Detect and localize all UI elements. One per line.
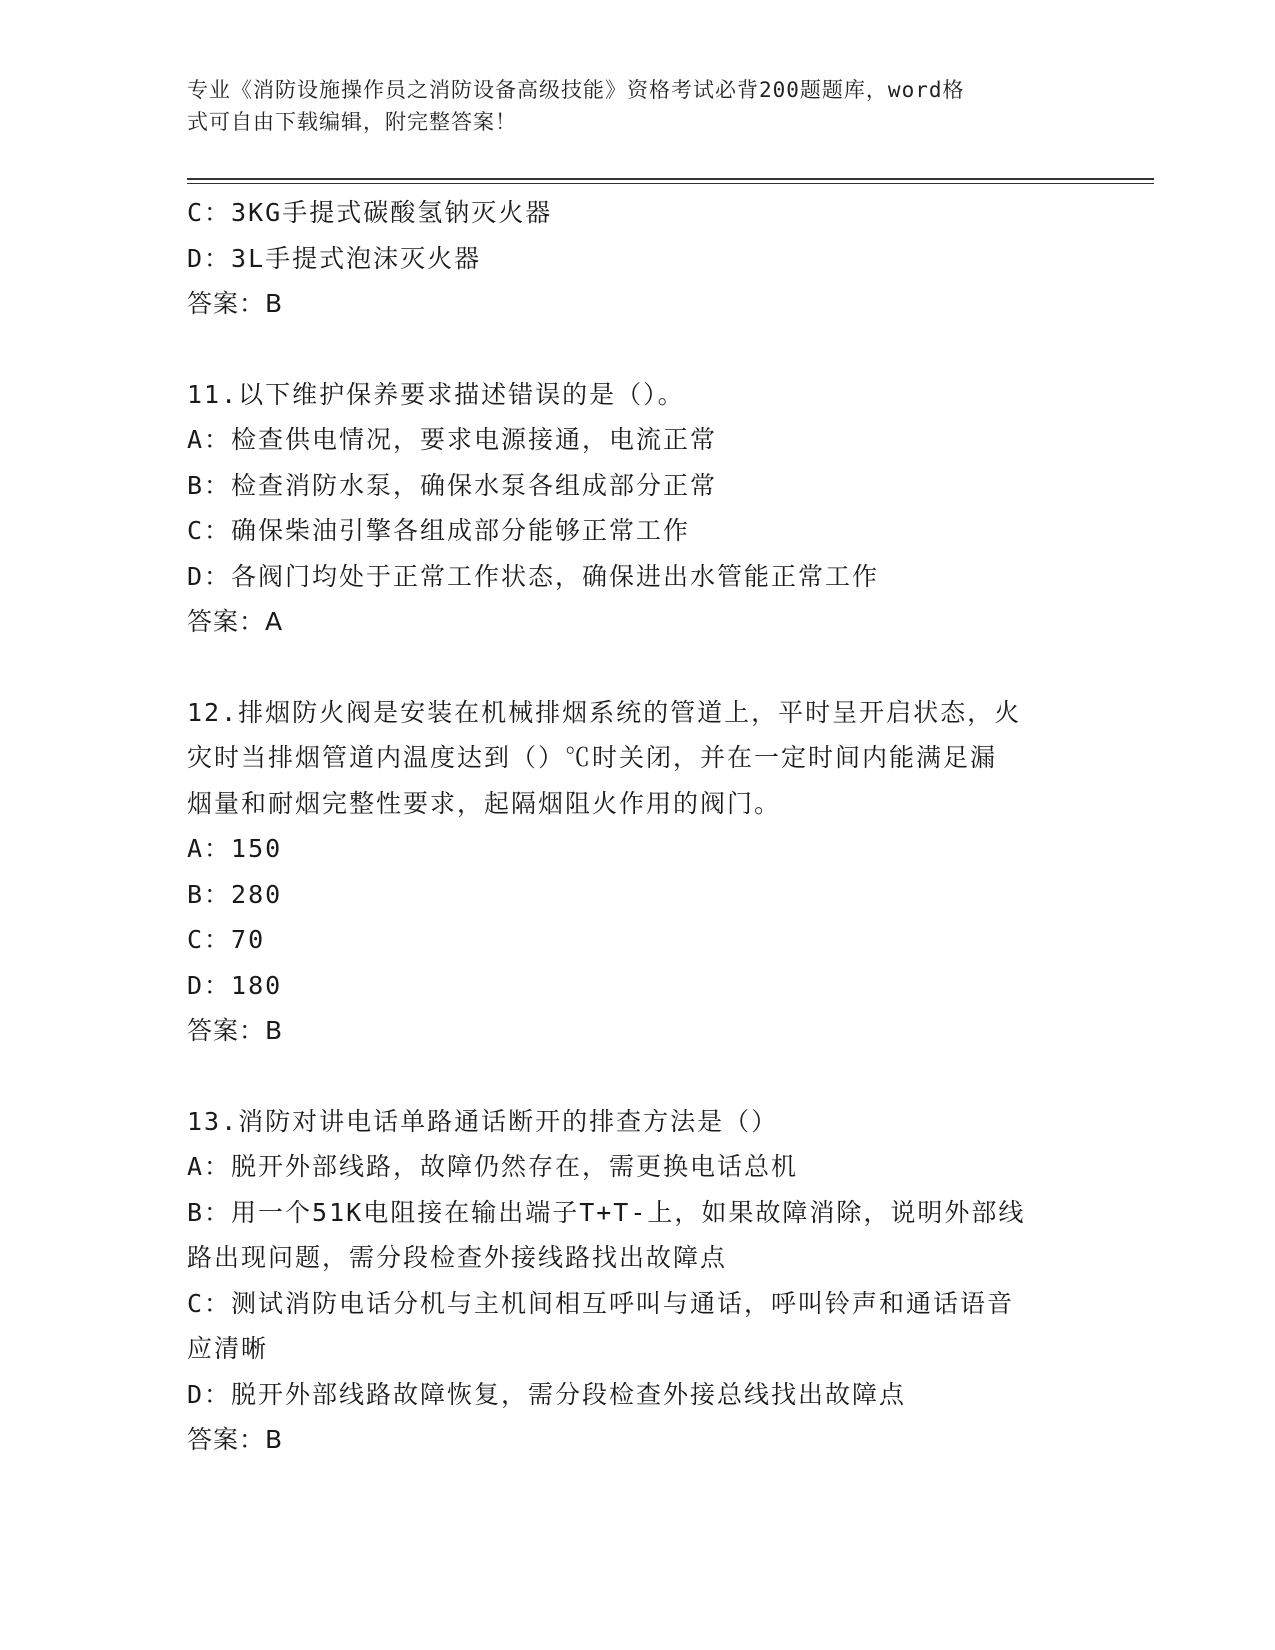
question-stem: 12.排烟防火阀是安装在机械排烟系统的管道上，平时呈开启状态，火: [187, 697, 1022, 727]
document-header: [187, 74, 1087, 138]
option-c-continued: 应清晰: [187, 1334, 269, 1363]
question-stem: 11.以下维护保养要求描述错误的是（）。: [187, 379, 685, 409]
option-a: A：150: [187, 834, 283, 863]
spacer: [187, 327, 1087, 372]
option-d: D：脱开外部线路故障恢复，需分段检查外接总线找出故障点: [187, 1379, 907, 1409]
question-content: [187, 190, 1087, 1463]
question-13: [187, 1099, 1087, 1463]
option-a: A：检查供电情况，要求电源接通，电流正常: [187, 425, 718, 454]
option-c: C：测试消防电话分机与主机间相互呼叫与通话，呼叫铃声和通话语音: [187, 1288, 1015, 1318]
option-d: D：3L手提式泡沫灭火器: [187, 243, 482, 273]
spacer: [187, 1054, 1087, 1099]
answer-line: 答案：B: [187, 1425, 284, 1454]
option-c: C：确保柴油引擎各组成部分能够正常工作: [187, 516, 691, 545]
question-stem: 13.消防对讲电话单路通话断开的排查方法是（）: [187, 1106, 779, 1136]
option-c: C：3KG手提式碳酸氢钠灭火器: [187, 198, 553, 227]
spacer: [187, 645, 1087, 690]
option-b: B：用一个51K电阻接在输出端子T+T-上，如果故障消除，说明外部线: [187, 1197, 1026, 1227]
option-b: B：检查消防水泵，确保水泵各组成部分正常: [187, 470, 718, 500]
option-b: B：280: [187, 879, 283, 909]
answer-line: 答案：B: [187, 1016, 284, 1045]
question-11: [187, 372, 1087, 645]
header-line-1: 专业《消防设施操作员之消防设备高级技能》资格考试必背200题题库，word格: [187, 78, 965, 102]
answer-line: 答案：A: [187, 607, 284, 636]
answer-line: 答案：B: [187, 289, 284, 318]
previous-question-tail: [187, 190, 1087, 327]
option-a: A：脱开外部线路，故障仍然存在，需更换电话总机: [187, 1152, 799, 1181]
question-stem: 灾时当排烟管道内温度达到（）℃时关闭，并在一定时间内能满足漏: [187, 743, 998, 772]
question-12: [187, 690, 1087, 1054]
question-stem: 烟量和耐烟完整性要求，起隔烟阻火作用的阀门。: [187, 788, 782, 818]
option-d: D：各阀门均处于正常工作状态，确保进出水管能正常工作: [187, 561, 880, 591]
option-c: C：70: [187, 925, 266, 954]
option-b-continued: 路出现问题，需分段检查外接线路找出故障点: [187, 1243, 728, 1272]
option-d: D：180: [187, 970, 283, 1000]
header-line-2: 式可自由下载编辑，附完整答案！: [187, 110, 517, 134]
header-divider-thick: [187, 178, 1154, 180]
header-divider-thin: [187, 183, 1154, 184]
